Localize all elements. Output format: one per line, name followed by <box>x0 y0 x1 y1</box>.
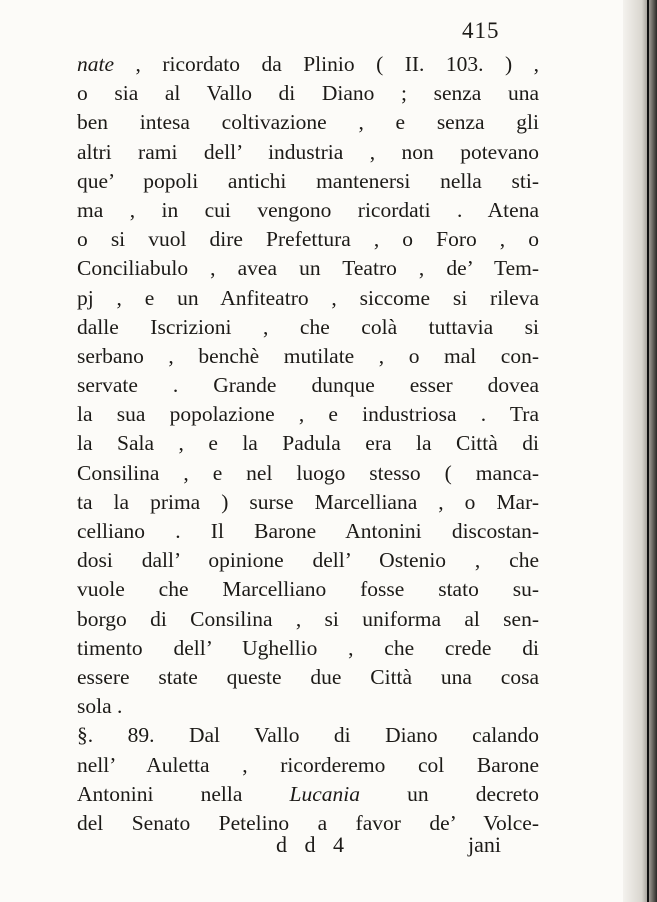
text-line <box>77 225 539 254</box>
text-line-segment: dosi dall’ opinione dell’ Ostenio , che <box>77 548 539 573</box>
text-line-segment: Consilina , e nel luogo stesso ( manca- <box>77 460 539 485</box>
text-line <box>77 254 539 283</box>
text-line-segment: celliano . Il Barone Antonini discostan- <box>77 519 539 543</box>
text-line <box>77 780 539 809</box>
text-line <box>77 721 539 750</box>
body-text <box>77 50 539 838</box>
text-line-segment: un decreto <box>359 781 540 806</box>
text-line <box>77 313 539 342</box>
text-line-segment: pj , e un Anfiteatro , siccome si rileva <box>77 285 539 310</box>
page-footer <box>0 832 620 862</box>
text-line-segment: la sua popolazione , e industriosa . Tra <box>77 402 539 427</box>
text-line-segment: dalle Iscrizioni , che colà tuttavia si <box>77 314 539 339</box>
italic-term: Lucania <box>289 781 360 806</box>
page-number: 415 <box>462 18 500 43</box>
text-line-segment: ta la prima ) surse Marcelliana , o Mar- <box>77 489 539 514</box>
text-line-segment: essere state queste due Città una cosa <box>77 664 539 689</box>
text-line <box>77 692 539 721</box>
text-line-segment: del Senato Petelino a favor de’ Volce- <box>77 810 539 835</box>
text-line <box>77 517 539 546</box>
text-line <box>77 138 539 167</box>
text-line <box>77 196 539 225</box>
text-line <box>77 429 539 458</box>
text-line <box>77 575 539 604</box>
text-line <box>77 284 539 313</box>
text-line-segment: serbano , benchè mutilate , o mal con- <box>77 343 539 368</box>
text-line-segment: Antonini nella <box>77 781 290 806</box>
text-line-segment: servate . Grande dunque esser dovea <box>77 373 539 398</box>
text-line <box>77 634 539 663</box>
text-line-segment: altri rami dell’ industria , non potevano <box>77 139 539 164</box>
text-line-segment: timento dell’ Ughellio , che crede di <box>77 635 539 660</box>
binding-edge <box>647 0 649 902</box>
text-line-segment: nell’ Auletta , ricorderemo col Barone <box>77 752 539 777</box>
printer-signature-mark: d d 4 <box>276 832 350 857</box>
text-line <box>77 605 539 634</box>
text-line <box>77 751 539 780</box>
text-line <box>77 459 539 488</box>
text-line-segment: , ricordato da Plinio ( II. 103. ) , <box>114 52 539 76</box>
text-line <box>77 546 539 575</box>
text-line <box>77 342 539 371</box>
text-line-segment: ben intesa coltivazione , e senza gli <box>77 110 539 135</box>
text-line-segment: o si vuol dire Prefettura , o Foro , o <box>77 227 539 252</box>
text-line <box>77 663 539 692</box>
text-line <box>77 108 539 137</box>
text-line <box>77 50 539 79</box>
italic-term: nate <box>77 52 115 76</box>
book-spine-shadow <box>623 0 657 902</box>
catchword: jani <box>468 832 501 857</box>
text-line <box>77 400 539 429</box>
text-line-segment: vuole che Marcelliano fosse stato su- <box>77 577 539 602</box>
text-line-segment: o sia al Vallo di Diano ; senza una <box>77 81 539 106</box>
text-line-segment: borgo di Consilina , si uniforma al sen- <box>77 606 539 631</box>
text-line-segment: la Sala , e la Padula era la Città di <box>77 431 539 456</box>
text-line-segment: §. 89. Dal Vallo di Diano calando <box>77 723 539 748</box>
text-line-segment: ma , in cui vengono ricordati . Atena <box>77 197 539 222</box>
text-line <box>77 79 539 108</box>
text-line <box>77 488 539 517</box>
text-line <box>77 371 539 400</box>
text-line-segment: que’ popoli antichi mantenersi nella sti- <box>77 168 539 193</box>
text-line-segment: sola . <box>77 694 123 719</box>
text-line-segment: Conciliabulo , avea un Teatro , de’ Tem- <box>77 256 539 281</box>
text-line <box>77 167 539 196</box>
